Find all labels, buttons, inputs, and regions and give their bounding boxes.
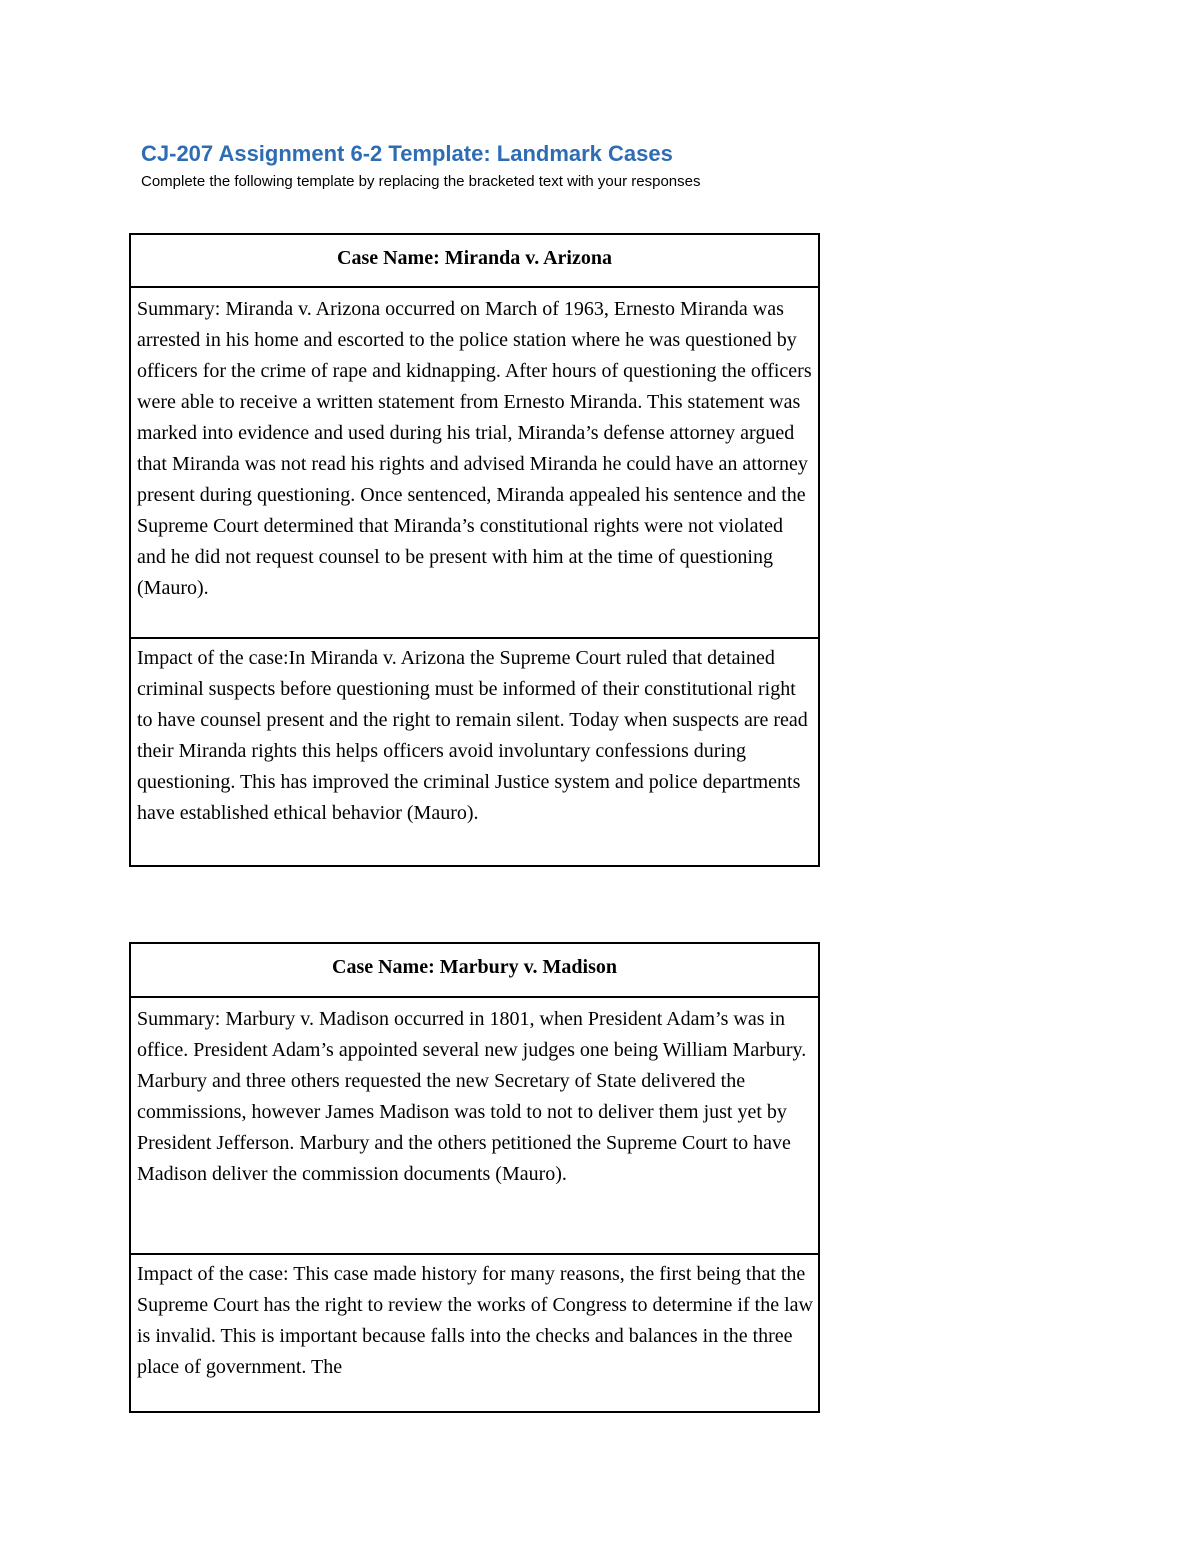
case-name-header: Case Name: Miranda v. Arizona (131, 235, 818, 288)
document-title: CJ-207 Assignment 6-2 Template: Landmark Cases (141, 141, 673, 166)
case-impact: Impact of the case: This case made history for many reasons, the first being that the Supreme Court has the right to review the works of Congress to determine if the law is invalid. This is important because falls into the checks and balances in the three place of government. The (137, 1263, 813, 1378)
document-subtitle: Complete the following template by replacing the bracketed text with your responses (141, 173, 701, 190)
case-summary: Summary: Miranda v. Arizona occurred on March of 1963, Ernesto Miranda was arrested in his home and escorted to the police station where he was questioned by officers for the crime of rape and kidnapping. After hours of questioning the officers were able to receive a written statement from Ernesto Miranda. This statement was marked into evidence and used during his trial, Miranda’s defense attorney argued that Miranda was not read his rights and advised Miranda he could have an attorney present during questioning. Once sentenced, Miranda appealed his sentence and the Supreme Court determined that Miranda’s constitutional rights were not violated and he did not request counsel to be present with him at the time of questioning (Mauro). (131, 288, 818, 639)
case-impact: Impact of the case:In Miranda v. Arizona the Supreme Court ruled that detained criminal suspects before questioning must be informed of their constitutional right to have counsel present and the right to remain silent. Today when suspects are read their Miranda rights this helps officers avoid involuntary confessions during questioning. This has improved the criminal Justice system and police departments have established ethical behavior (Mauro). (137, 647, 808, 824)
case-summary: Summary: Marbury v. Madison occurred in 1801, when President Adam’s was in office. President Adam’s appointed several new judges one being William Marbury. Marbury and three others requested the new Secretary of State delivered the commissions, however James Madison was told to not to deliver them just yet by President Jefferson. Marbury and the others petitioned the Supreme Court to have Madison deliver the commission documents (Mauro). (131, 998, 818, 1255)
case-name-header: Case Name: Marbury v. Madison (131, 944, 818, 998)
case-table-marbury (129, 942, 820, 1413)
case-table-miranda (129, 233, 820, 867)
